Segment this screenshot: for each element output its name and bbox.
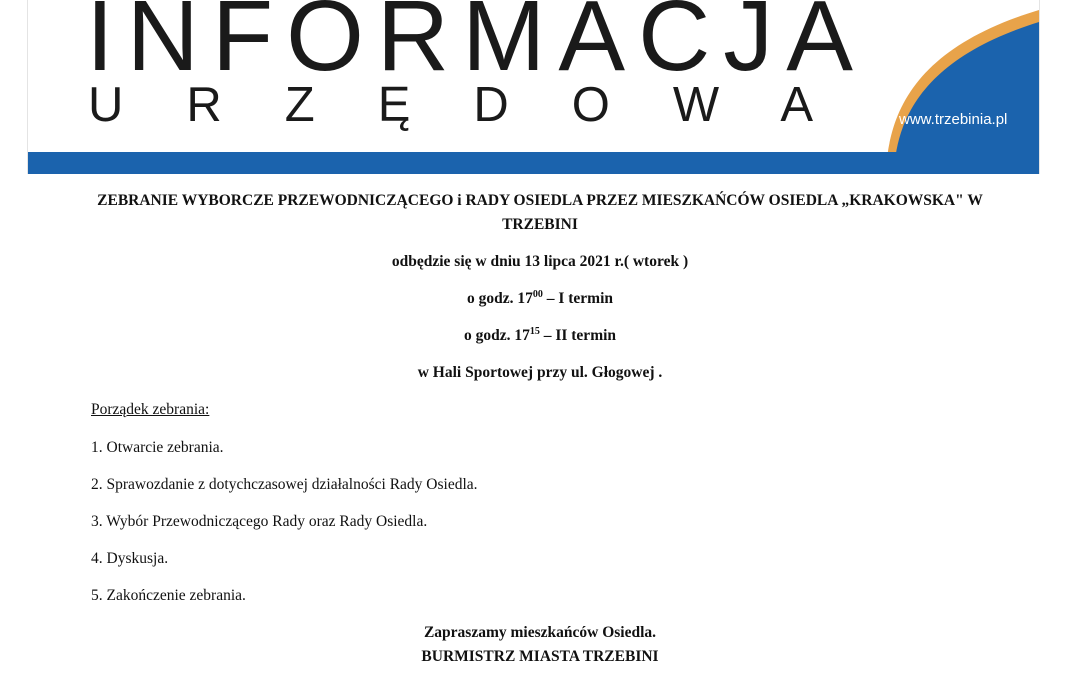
banner-blue-bar: [28, 152, 1039, 174]
second-term-minutes: 15: [529, 326, 540, 337]
banner-title-informacja: INFORMACJA: [86, 0, 866, 92]
agenda-item: 2. Sprawozdanie z dotychczasowej działalności Rady Osiedla.: [91, 476, 478, 493]
agenda-item: 1. Otwarcie zebrania.: [91, 439, 224, 456]
date-line: odbędzie się w dniu 13 lipca 2021 r.( wtorek ): [391, 253, 689, 270]
first-term: [0, 290, 1080, 308]
notice-title: ZEBRANIE WYBORCZE PRZEWODNICZĄCEGO i RADY OSIEDLA PRZEZ MIESZKAŃCÓW OSIEDLA „KRAKOWSKA" W TRZEBINI: [97, 192, 983, 233]
second-term-suffix: – II termin: [539, 327, 617, 344]
second-term-prefix: o godz. 17: [463, 327, 530, 344]
meeting-place: w Hali Sportowej przy ul. Głogowej .: [417, 364, 663, 381]
first-term-minutes: 00: [532, 289, 543, 300]
agenda-item: 5. Zakończenie zebrania.: [91, 587, 246, 604]
closing-invite: Zapraszamy mieszkańców Osiedla.: [423, 624, 657, 641]
website-url: www.trzebinia.pl: [899, 111, 1008, 128]
banner-title-urzedowa: URZĘDOWA: [88, 78, 876, 132]
header-banner: [27, 0, 1040, 174]
second-term: [0, 327, 1080, 345]
agenda-item: 4. Dyskusja.: [91, 550, 169, 567]
agenda-item: 3. Wybór Przewodniczącego Rady oraz Rady Osiedla.: [91, 513, 428, 530]
first-term-suffix: – I termin: [542, 290, 614, 307]
first-term-prefix: o godz. 17: [466, 290, 533, 307]
signature: BURMISTRZ MIASTA TRZEBINI: [421, 648, 659, 665]
agenda-heading: Porządek zebrania:: [91, 401, 210, 418]
